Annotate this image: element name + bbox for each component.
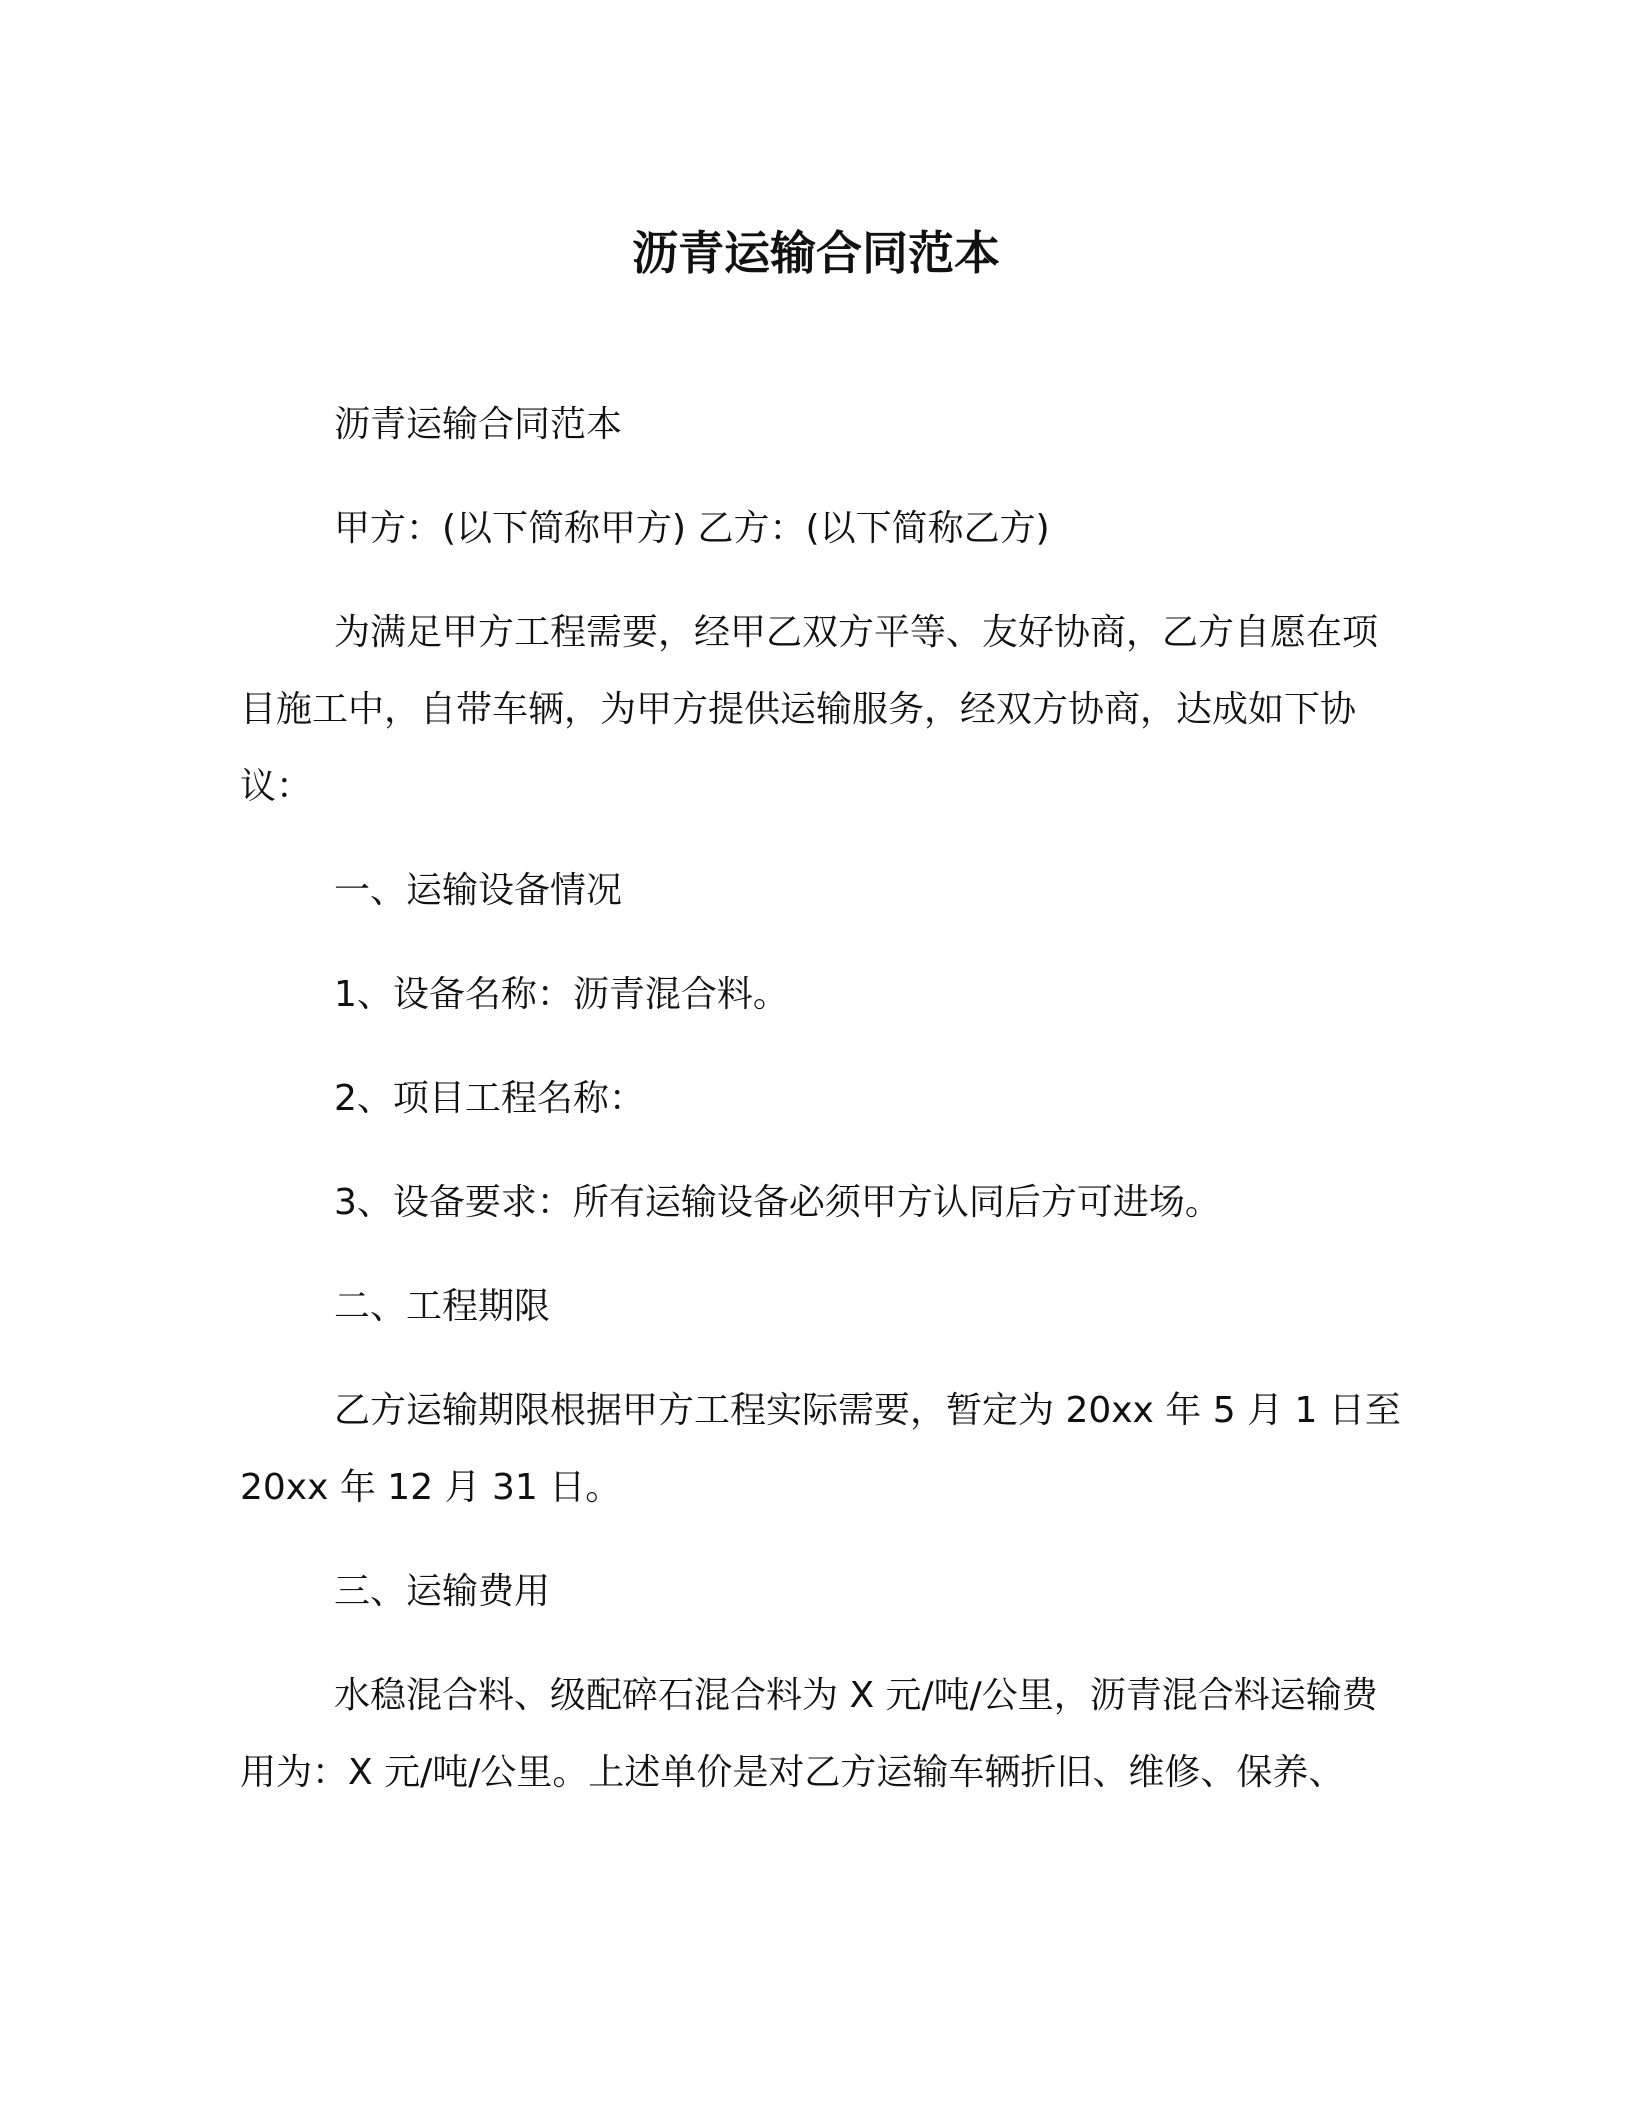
section-heading-term: 二、工程期限	[334, 1286, 551, 1327]
clause-equipment-name: 1、设备名称：沥青混合料。	[334, 974, 789, 1015]
clause-project-name: 2、项目工程名称：	[334, 1078, 645, 1119]
document-body	[240, 386, 1408, 1838]
section-heading-equipment: 一、运输设备情况	[334, 870, 623, 911]
paragraph-fees: 水稳混合料、级配碎石混合料为 X 元/吨/公里，沥青混合料运输费用为：X 元/吨/公里。上述单价是对乙方运输车辆折旧、维修、保养、	[240, 1675, 1378, 1793]
paragraph-preamble: 为满足甲方工程需要，经甲乙双方平等、友好协商，乙方自愿在项目施工中，自带车辆，为甲方提供运输服务，经双方协商，达成如下协议：	[240, 612, 1379, 807]
paragraph-parties: 甲方：(以下简称甲方) 乙方：(以下简称乙方)	[334, 508, 1050, 549]
document-title: 沥青运输合同范本	[632, 226, 1000, 280]
clause-equipment-requirement: 3、设备要求：所有运输设备必须甲方认同后方可进场。	[334, 1182, 1221, 1223]
paragraph-term: 乙方运输期限根据甲方工程实际需要，暂定为 20xx 年 5 月 1 日至 20xx 年 12 月 31 日。	[240, 1390, 1401, 1508]
paragraph-subtitle: 沥青运输合同范本	[334, 404, 623, 445]
section-heading-fees: 三、运输费用	[334, 1571, 551, 1612]
